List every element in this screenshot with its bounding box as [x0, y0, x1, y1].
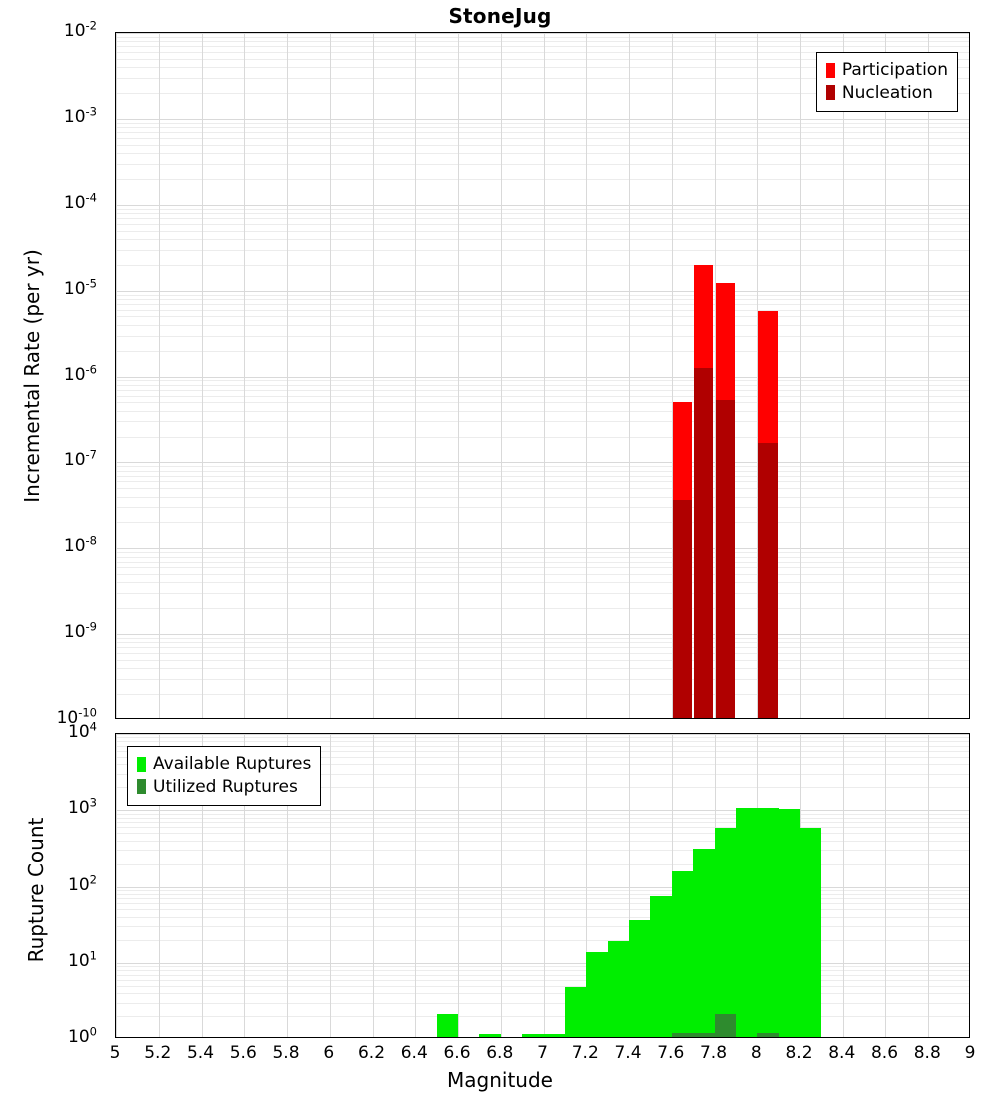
legend-swatch-utilized-ruptures: [137, 779, 146, 794]
bar-available-ruptures: [736, 808, 757, 1037]
bar-available-ruptures: [693, 849, 714, 1037]
y-axis-tick-label: $10^4$: [68, 719, 97, 742]
y-axis-tick-label: $10^{-10}$: [56, 705, 97, 728]
incremental-rate-plot: [115, 32, 970, 719]
legend-label-available-ruptures: Available Ruptures: [153, 754, 312, 774]
bar-available-ruptures: [629, 920, 650, 1037]
legend-swatch-nucleation: [826, 85, 835, 100]
x-axis-tick-label: 6.2: [357, 1043, 386, 1063]
bar-available-ruptures: [715, 828, 736, 1037]
bar-available-ruptures: [586, 952, 607, 1037]
x-axis-tick-label: 9: [964, 1043, 976, 1063]
y-axis-tick-label: $10^{-9}$: [63, 619, 97, 643]
bar-available-ruptures: [650, 896, 671, 1037]
y-axis-ticks-bottom: [0, 719, 105, 1047]
legend-item-available-ruptures: [137, 753, 311, 776]
y-axis-tick-label: $10^{-6}$: [63, 361, 97, 385]
y-axis-tick-label: $10^1$: [68, 948, 97, 971]
x-axis-tick-label: 8.4: [828, 1043, 856, 1063]
bar-nucleation: [673, 500, 692, 718]
y-axis-tick-label: $10^{-3}$: [63, 104, 97, 127]
y-axis-tick-label: $10^{-8}$: [63, 533, 97, 557]
y-axis-tick-label: $10^{-5}$: [63, 275, 97, 299]
bar-available-ruptures: [779, 809, 800, 1037]
bar-available-ruptures: [437, 1014, 458, 1037]
x-axis-tick-label: 7.8: [699, 1043, 728, 1063]
bar-available-ruptures: [800, 828, 821, 1037]
y-axis-tick-label: $10^2$: [68, 871, 97, 895]
bar-participation: [673, 402, 692, 718]
y-axis-tick-label: $10^0$: [68, 1024, 97, 1047]
x-axis-tick-label: 6: [323, 1043, 335, 1063]
x-axis-tick-label: 5.2: [144, 1043, 172, 1063]
bar-available-ruptures: [672, 871, 693, 1037]
legend-top: [816, 52, 958, 112]
x-axis-tick-label: 7.6: [657, 1043, 685, 1063]
bar-participation: [758, 311, 777, 718]
bar-participation: [694, 265, 713, 718]
y-axis-tick-label: $10^{-2}$: [63, 18, 97, 41]
legend-swatch-participation: [826, 63, 835, 78]
bar-utilized-ruptures: [693, 1033, 714, 1037]
x-axis-tick-label: 8.6: [870, 1043, 899, 1063]
legend-swatch-available-ruptures: [137, 757, 146, 772]
bar-nucleation: [694, 368, 713, 718]
rupture-count-plot: [115, 733, 970, 1038]
y-axis-title-bottom: Rupture Count: [24, 817, 48, 963]
x-axis-tick-label: 7: [537, 1043, 548, 1063]
x-axis-tick-label: 7.4: [614, 1043, 642, 1063]
x-axis-tick-label: 8.2: [785, 1043, 813, 1063]
bar-available-ruptures: [544, 1034, 565, 1037]
y-axis-ticks-top: [0, 18, 105, 728]
x-axis-tick-label: 8.8: [913, 1043, 941, 1063]
legend-bottom: [127, 746, 321, 806]
bar-available-ruptures: [479, 1034, 500, 1037]
bar-utilized-ruptures: [757, 1033, 778, 1037]
x-axis-tick-label: 6.6: [443, 1043, 471, 1063]
y-axis-title-top: Incremental Rate (per yr): [20, 249, 44, 503]
bar-available-ruptures: [565, 987, 586, 1037]
legend-label-participation: Participation: [841, 60, 948, 80]
x-axis-tick-label: 6.8: [486, 1043, 514, 1063]
x-axis-tick-label: 6.4: [400, 1043, 428, 1063]
x-axis-tick-label: 5.8: [272, 1043, 300, 1063]
x-axis-title: Magnitude: [447, 1068, 553, 1092]
bar-available-ruptures: [522, 1034, 543, 1037]
y-axis-tick-label: $10^{-4}$: [63, 190, 97, 213]
bar-utilized-ruptures: [715, 1014, 736, 1037]
bar-nucleation: [716, 400, 735, 718]
x-axis-tick-label: 5.6: [229, 1043, 257, 1063]
legend-item-utilized-ruptures: [137, 776, 311, 799]
y-axis-tick-label: $10^3$: [68, 795, 97, 819]
x-axis-ticks: [0, 1043, 1000, 1067]
bar-nucleation: [758, 443, 777, 718]
legend-label-nucleation: Nucleation: [841, 82, 933, 103]
x-axis-tick-label: 5: [109, 1043, 121, 1063]
legend-item-nucleation: [826, 82, 948, 105]
legend-item-participation: [826, 59, 948, 82]
bars-top: [116, 33, 969, 718]
y-axis-tick-label: $10^{-7}$: [63, 447, 97, 471]
x-axis-tick-label: 5.4: [186, 1043, 215, 1063]
bar-available-ruptures: [608, 941, 629, 1037]
bar-available-ruptures: [757, 808, 778, 1037]
bar-participation: [716, 283, 735, 718]
page-title: StoneJug: [448, 4, 552, 28]
x-axis-tick-label: 7.2: [571, 1043, 599, 1063]
bar-utilized-ruptures: [672, 1033, 693, 1037]
x-axis-tick-label: 8: [750, 1043, 762, 1063]
legend-label-utilized-ruptures: Utilized Ruptures: [153, 776, 298, 797]
